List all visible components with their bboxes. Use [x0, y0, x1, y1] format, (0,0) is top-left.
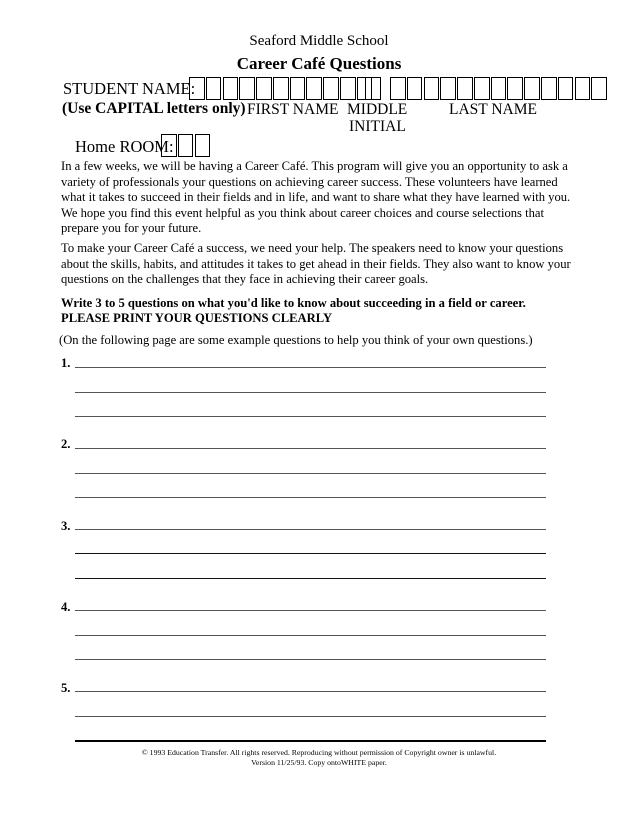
home-room-boxes[interactable]: [161, 134, 211, 157]
letter-box[interactable]: [306, 77, 322, 100]
answer-line[interactable]: [75, 578, 546, 579]
answer-line[interactable]: [75, 448, 546, 449]
first-name-label: FIRST NAME: [247, 101, 339, 118]
letter-box[interactable]: [206, 77, 222, 100]
answer-line[interactable]: [75, 635, 546, 636]
copyright-line: © 1993 Education Transfer. All rights reserved. Reproducing without permission of Copyright owner is unlawful.: [141, 748, 497, 757]
letter-box[interactable]: [591, 77, 607, 100]
intro-paragraph: In a few weeks, we will be having a Career Café. This program will give you an opportunity to ask a variety of professionals your questions on achieving career success. These volunteers have learned what it takes to succeed in their fields and in life, and want to share what they have learned with you. We hope you find this event helpful as you think about career choices and course selections that prepare you for your future.: [61, 159, 571, 236]
letter-box[interactable]: [365, 77, 381, 100]
answer-line[interactable]: [75, 659, 546, 660]
letter-box[interactable]: [575, 77, 591, 100]
page-title: Career Café Questions: [236, 54, 402, 73]
question-number-2: 2.: [61, 437, 71, 451]
letter-box[interactable]: [507, 77, 523, 100]
answer-line[interactable]: [75, 367, 546, 368]
letter-box[interactable]: [239, 77, 255, 100]
middle-label: MIDDLE: [347, 101, 408, 118]
first-name-boxes[interactable]: [189, 77, 374, 100]
answer-line[interactable]: [75, 497, 546, 498]
letter-box[interactable]: [390, 77, 406, 100]
question-number-1: 1.: [61, 356, 71, 370]
answer-line[interactable]: [75, 392, 546, 393]
letter-box[interactable]: [407, 77, 423, 100]
letter-box[interactable]: [273, 77, 289, 100]
letter-box[interactable]: [340, 77, 356, 100]
letter-box[interactable]: [474, 77, 490, 100]
help-paragraph: To make your Career Café a success, we need your help. The speakers need to know your questions about the skills, habits, and attitudes it takes to get ahead in their fields. They also want to know your questions on the challenges that they face in achieving their career goals.: [61, 241, 571, 287]
letter-box[interactable]: [256, 77, 272, 100]
home-room-label: Home ROOM:: [75, 137, 174, 156]
version-line: Version 11/25/93. Copy ontoWHITE paper.: [251, 757, 387, 767]
letter-box[interactable]: [290, 77, 306, 100]
initial-label: INITIAL: [349, 118, 406, 135]
letter-box[interactable]: [178, 134, 194, 157]
school-name: Seaford Middle School: [249, 33, 389, 49]
instruction-line-2: PLEASE PRINT YOUR QUESTIONS CLEARLY: [61, 311, 333, 325]
answer-line[interactable]: [75, 691, 546, 692]
letter-box[interactable]: [491, 77, 507, 100]
student-name-label: STUDENT NAME:: [63, 79, 196, 98]
letter-box[interactable]: [195, 134, 211, 157]
letter-box[interactable]: [161, 134, 177, 157]
instruction-line-1: Write 3 to 5 questions on what you'd like to know about succeeding in a field or career.: [61, 296, 526, 310]
answer-line[interactable]: [75, 610, 546, 611]
last-name-boxes[interactable]: [390, 77, 608, 100]
question-number-3: 3.: [61, 519, 71, 533]
letter-box[interactable]: [524, 77, 540, 100]
letter-box[interactable]: [457, 77, 473, 100]
question-number-5: 5.: [61, 681, 71, 695]
answer-line[interactable]: [75, 473, 546, 474]
middle-initial-box[interactable]: [365, 77, 382, 100]
answer-line[interactable]: [75, 740, 546, 742]
last-name-label: LAST NAME: [449, 101, 537, 118]
letter-box[interactable]: [323, 77, 339, 100]
letter-box[interactable]: [424, 77, 440, 100]
letter-box[interactable]: [558, 77, 574, 100]
capital-letters-note: (Use CAPITAL letters only): [62, 100, 246, 117]
letter-box[interactable]: [223, 77, 239, 100]
letter-box[interactable]: [541, 77, 557, 100]
answer-line[interactable]: [75, 529, 546, 530]
answer-line[interactable]: [75, 416, 546, 417]
letter-box[interactable]: [189, 77, 205, 100]
copyright-footer: [0, 748, 638, 767]
answer-line[interactable]: [75, 553, 546, 554]
answer-line[interactable]: [75, 716, 546, 717]
example-note: (On the following page are some example questions to help you think of your own questions.): [59, 333, 533, 347]
letter-box[interactable]: [440, 77, 456, 100]
question-number-4: 4.: [61, 600, 71, 614]
